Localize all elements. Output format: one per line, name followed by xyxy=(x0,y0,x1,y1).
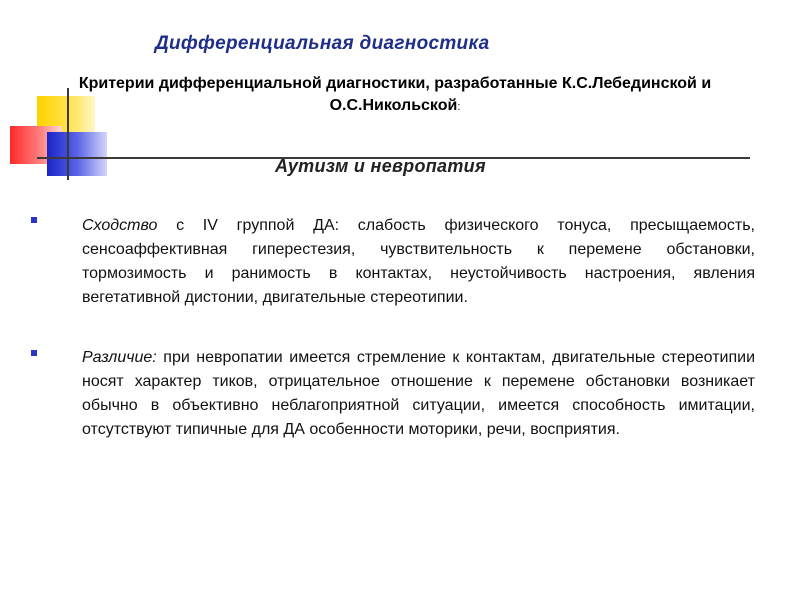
section-title: Аутизм и невропатия xyxy=(275,156,486,176)
bullet-square-icon xyxy=(31,350,37,356)
list-item-similarity xyxy=(82,214,755,310)
list-item-text: при невропатии имеется стремление к контактам, двигательные стереотипии носят характер тиков, отрицательное отношение к перемене обстановки возникает обычно в объективно неблагоприятной ситуации, имеется способность имитации, отсутствуют типичные для ДА особенности моторики, речи, восприятия. xyxy=(82,349,755,438)
subtitle-colon: : xyxy=(457,101,461,113)
subtitle-text: Критерии дифференциальной диагностики, разработанные К.С.Лебединской и О.С.Никольской xyxy=(78,75,712,114)
slide-title: Дифференциальная диагностика xyxy=(155,33,490,54)
list-item-lead: Сходство xyxy=(82,217,158,234)
list-item-lead: Различие: xyxy=(82,349,157,366)
list-item-text: с IV группой ДА: слабость физического тонуса, пресыщаемость, сенсоаффективная гиперестезия, чувствительность к перемене обстановки, тормозимость и ранимость в контактах, неустойчивость настроения, явления вегетативной дистонии, двигательные стереотипии. xyxy=(82,217,755,306)
bullet-square-icon xyxy=(31,217,37,223)
list-item-difference xyxy=(82,346,755,442)
slide-subtitle xyxy=(25,73,765,118)
decorative-blue-square xyxy=(47,132,107,176)
